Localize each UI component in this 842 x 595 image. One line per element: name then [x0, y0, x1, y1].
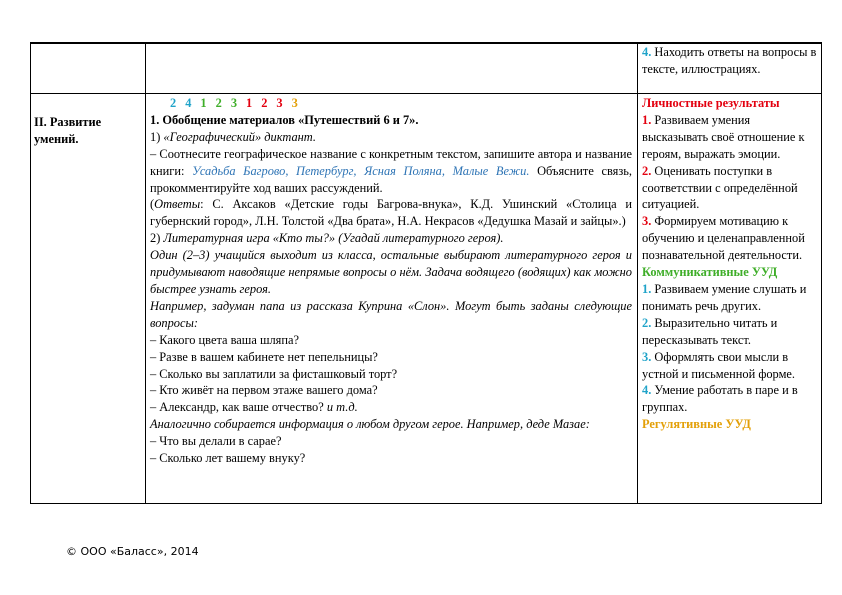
result-item	[642, 213, 818, 264]
task-2-name: Литературная игра «Кто ты?» (Угадай литературного героя).	[163, 231, 504, 246]
result-number: 1.	[642, 112, 652, 127]
column-divider-1	[145, 42, 146, 504]
result-number: 4.	[642, 383, 652, 398]
stage-cell	[34, 114, 142, 148]
question-list-2	[150, 433, 632, 467]
result-item	[642, 382, 818, 416]
result-number: 2.	[642, 315, 652, 330]
task-2-similar: Аналогично собирается информация о любом другом герое. Например, деде Мазае:	[150, 417, 590, 432]
personal-results-list	[642, 112, 818, 264]
result-item	[642, 349, 818, 383]
result-item	[642, 281, 818, 315]
task-1-explain: Объясните связь, прокомментируйте ход ваших рассуждений.	[150, 163, 632, 195]
result-text: Оценивать поступки в соответствии с определённой ситуацией.	[642, 163, 798, 212]
result-number: 3.	[642, 214, 652, 229]
result-text: Умение работать в паре и в группах.	[642, 383, 798, 415]
task-1-name: «Географический» диктант.	[163, 129, 317, 144]
result-text: Развиваем умение слушать и понимать речь других.	[642, 281, 807, 313]
top-row-results-cell	[642, 44, 818, 78]
communicative-header: Коммуникативные УУД	[642, 265, 778, 280]
question-etc: и т.д.	[326, 400, 358, 415]
task-1-text	[150, 146, 632, 197]
task-1-places: Усадьба Багрово, Петербург, Ясная Поляна, Малые Вежи.	[192, 163, 530, 178]
result-item	[642, 163, 818, 214]
question-item: – Что вы делали в сарае?	[150, 434, 282, 449]
answers-label: Ответы	[154, 197, 201, 212]
task-2-description: Один (2–3) учащийся выходит из класса, остальные выбирают литературного героя и придумывают наводящие непрямые вопросы о нём. Задача водящего (водящих) как можно быстрее узнать героя.	[150, 248, 632, 296]
result-text: Находить ответы на вопросы в тексте, иллюстрациях.	[642, 45, 817, 76]
content-cell	[150, 95, 632, 467]
result-code: 2	[170, 96, 177, 110]
question-item: – Сколько вы заплатили за фисташковый торт?	[150, 366, 398, 381]
result-text: Развиваем умения высказывать своё отношение к героям, выражать эмоции.	[642, 112, 805, 161]
stage-title: II. Развитие умений.	[34, 115, 102, 146]
result-number: 4.	[642, 45, 652, 59]
personal-results-header: Личностные результаты	[642, 96, 780, 110]
task-2-number: 2)	[150, 231, 164, 246]
result-number: 1.	[642, 281, 652, 296]
result-code: 3	[291, 96, 298, 110]
answers-open: (	[150, 197, 155, 212]
task-1-answers	[150, 196, 632, 230]
task-2-example: Например, задуман папа из рассказа Куприна «Слон». Могут быть заданы следующие вопросы:	[150, 298, 632, 330]
result-number: 2.	[642, 163, 652, 178]
result-code: 3	[276, 96, 283, 110]
result-code: 1	[200, 96, 207, 110]
question-item: – Сколько лет вашему внуку?	[150, 451, 306, 466]
table-border-bottom	[30, 503, 822, 504]
result-text: Выразительно читать и пересказывать текст.	[642, 315, 778, 347]
result-code: 2	[261, 96, 268, 110]
result-code: 4	[185, 96, 192, 110]
communicative-list	[642, 281, 818, 416]
results-cell	[642, 95, 818, 433]
table-border-left	[30, 42, 31, 504]
result-item	[642, 315, 818, 349]
result-number: 3.	[642, 349, 652, 364]
task-1-number: 1)	[150, 129, 164, 144]
question-item: – Кто живёт на первом этаже вашего дома?	[150, 383, 378, 398]
answers-text: : С. Аксаков «Детские годы Багрова-внука», К.Д. Ушинский «Столица и губернский город», Л.Н. Толстой «Два брата», Н.А. Некрасов «Дедушка Мазай и зайцы».)	[150, 197, 632, 229]
lesson-table	[30, 42, 822, 504]
result-codes	[150, 95, 632, 112]
result-item	[642, 112, 818, 163]
row-divider	[30, 93, 822, 94]
column-divider-2	[637, 42, 638, 504]
result-text: Оформлять свои мысли в устной и письменной форме.	[642, 349, 796, 381]
question-text: – Александр, как ваше отчество?	[150, 400, 327, 415]
result-code: 2	[215, 96, 222, 110]
copyright-footer: © ООО «Баласс», 2014	[66, 545, 199, 558]
task-1-instruction: – Соотнесите географическое название с конкретным текстом, запишите автора и название книги:	[150, 146, 632, 178]
result-code: 1	[246, 96, 253, 110]
result-item	[642, 44, 818, 78]
question-item: – Разве в вашем кабинете нет пепельницы?	[150, 349, 378, 364]
section-title: 1. Обобщение материалов «Путешествий 6 и 7».	[150, 112, 419, 127]
task-2-heading	[150, 230, 632, 247]
task-1-heading	[150, 129, 632, 146]
question-item: – Какого цвета ваша шляпа?	[150, 332, 299, 347]
result-code: 3	[230, 96, 238, 110]
table-border-right	[821, 42, 822, 504]
question-list	[150, 332, 632, 400]
regulatory-header: Регулятивные УУД	[642, 417, 751, 432]
result-text: Формируем мотивацию к обучению и целенаправленной познавательной деятельности.	[642, 214, 805, 263]
question-item	[150, 399, 632, 416]
